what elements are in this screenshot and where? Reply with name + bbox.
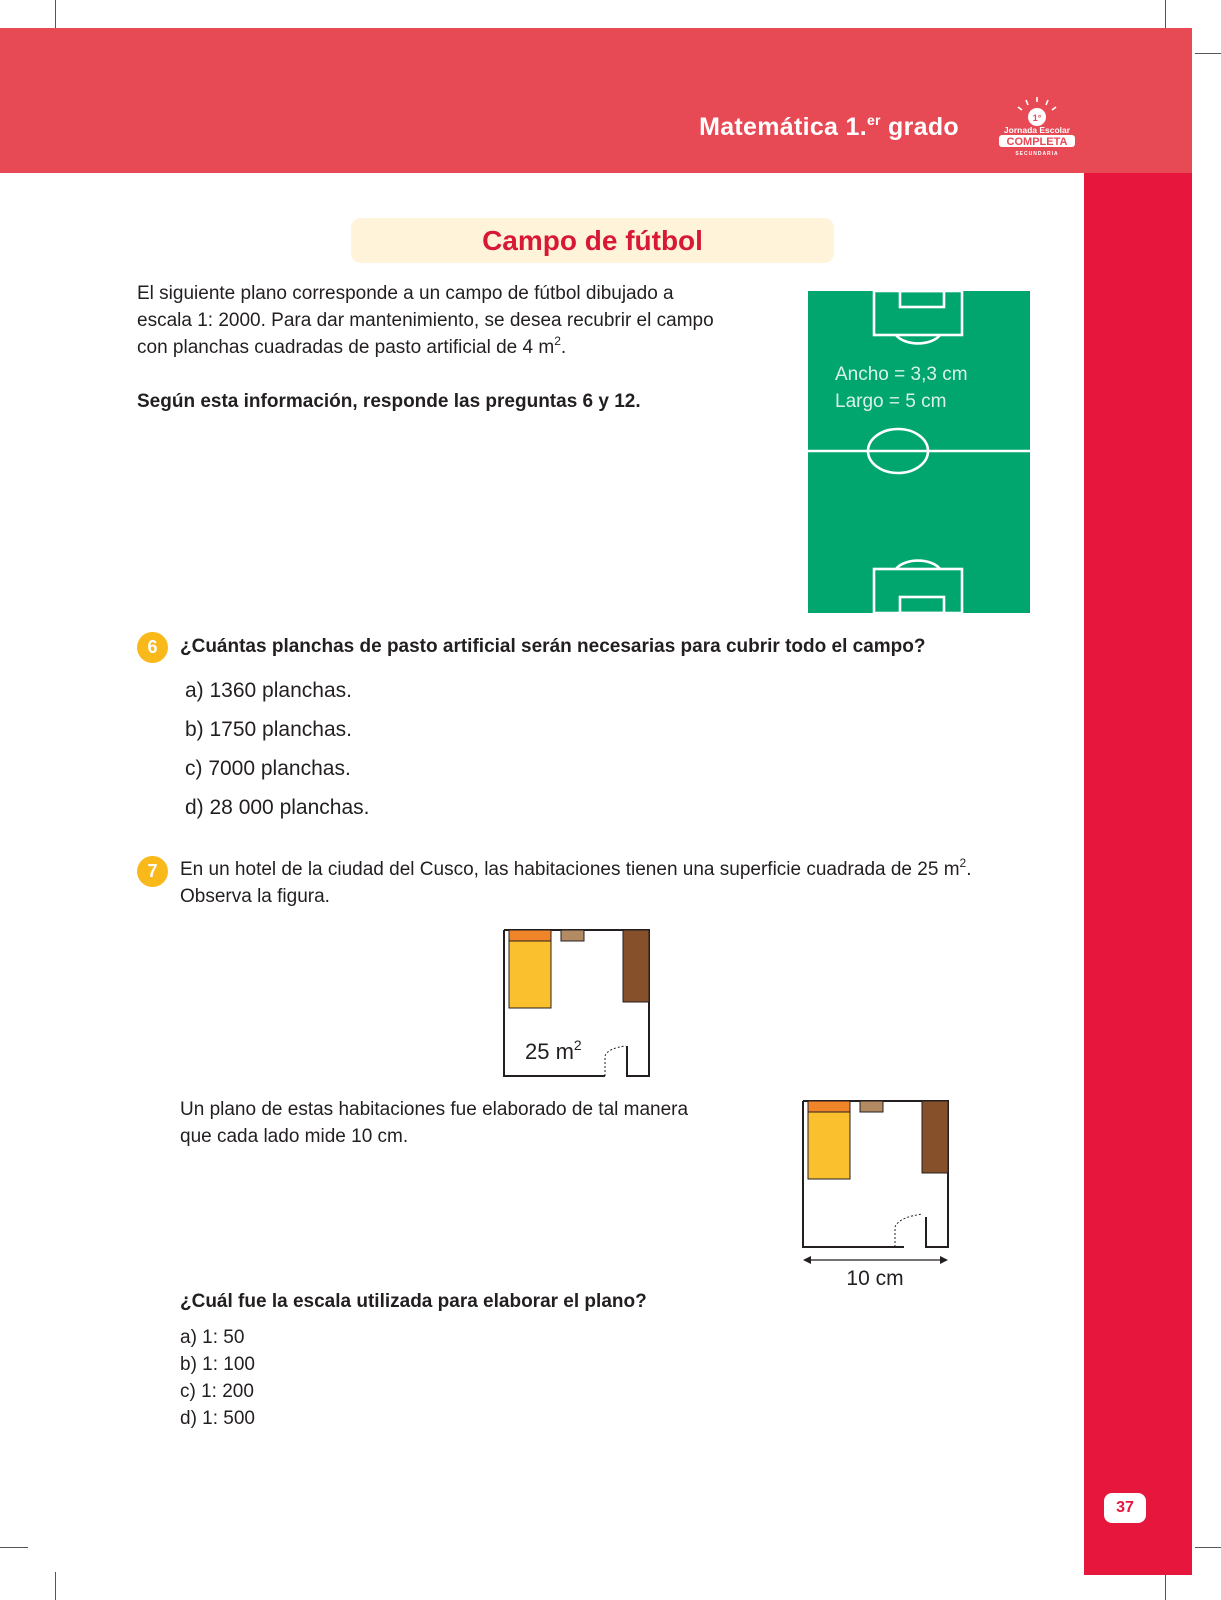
plan-nightstand bbox=[860, 1101, 883, 1112]
field-largo: Largo = 5 cm bbox=[835, 391, 947, 412]
plan-text-2: que cada lado mide 10 cm. bbox=[180, 1126, 409, 1147]
plan-text-1: Un plano de estas habitaciones fue elaborado de tal manera bbox=[180, 1099, 689, 1120]
plan-bed bbox=[808, 1112, 850, 1179]
football-field-plan bbox=[808, 291, 1030, 613]
question-7-text-1: En un hotel de la ciudad del Cusco, las habitaciones tienen una superficie cuadrada de 25 $m^2$. bbox=[180, 856, 972, 880]
sidebar-band bbox=[1084, 173, 1192, 1575]
crop-mark bbox=[1195, 53, 1221, 54]
crop-mark bbox=[1165, 1572, 1166, 1600]
room-plan-figure bbox=[801, 1099, 957, 1289]
intro-instruction: Según esta información, responde las preguntas 6 y 12. bbox=[137, 391, 641, 412]
door-swing bbox=[605, 1046, 626, 1056]
svg-text:Jornada Escolar: Jornada Escolar bbox=[1003, 125, 1071, 135]
question-6-badge: 6 bbox=[137, 632, 168, 663]
nightstand bbox=[561, 930, 584, 941]
wardrobe bbox=[623, 930, 649, 1002]
section-title: Campo de fútbol bbox=[482, 225, 703, 256]
question-7-question: ¿Cuál fue la escala utilizada para elaborar el plano? bbox=[180, 1291, 647, 1312]
svg-text:SECUNDARIA: SECUNDARIA bbox=[1015, 151, 1059, 157]
dimension-label: 10 cm bbox=[846, 1267, 904, 1289]
svg-text:COMPLETA: COMPLETA bbox=[1006, 136, 1068, 148]
q7-option-a: a) 1: 50 bbox=[180, 1327, 245, 1348]
q6-option-b: b) 1750 planchas. bbox=[185, 718, 352, 741]
plan-bed-pillow bbox=[808, 1101, 850, 1112]
bed-pillow bbox=[509, 930, 551, 941]
intro-line-3: con planchas cuadradas de pasto artificial de 4 $m^2$. bbox=[137, 334, 567, 358]
field-ancho: Ancho = 3,3 cm bbox=[835, 364, 968, 385]
plan-wardrobe bbox=[922, 1101, 948, 1173]
q6-option-c: c) 7000 planchas. bbox=[185, 757, 351, 780]
crop-mark bbox=[0, 1547, 28, 1548]
plan-door-swing bbox=[895, 1214, 923, 1227]
q6-option-a: a) 1360 planchas. bbox=[185, 679, 352, 702]
crop-mark bbox=[55, 1572, 56, 1600]
question-6-text: ¿Cuántas planchas de pasto artificial serán necesarias para cubrir todo el campo? bbox=[180, 636, 926, 657]
q7-option-b: b) 1: 100 bbox=[180, 1354, 255, 1375]
question-7-text-2: Observa la figura. bbox=[180, 886, 330, 907]
q6-option-d: d) 28 000 planchas. bbox=[185, 796, 370, 819]
svg-text:1°: 1° bbox=[1032, 113, 1042, 123]
q7-option-d: d) 1: 500 bbox=[180, 1408, 255, 1429]
q7-option-c: c) 1: 200 bbox=[180, 1381, 254, 1402]
jornada-escolar-logo bbox=[996, 95, 1078, 159]
crop-mark bbox=[55, 0, 56, 28]
section-title-box bbox=[351, 218, 834, 263]
intro-line-1: El siguiente plano corresponde a un campo de fútbol dibujado a bbox=[137, 283, 674, 304]
crop-mark bbox=[1195, 1547, 1221, 1548]
page-number: 37 bbox=[1104, 1493, 1146, 1523]
room-area-label: 25 $m^2$ bbox=[525, 1037, 582, 1064]
header-title: Matemática 1.$^{er}$ grado bbox=[699, 112, 959, 141]
room-figure bbox=[502, 928, 652, 1080]
intro-line-2: escala 1: 2000. Para dar mantenimiento, se desea recubrir el campo bbox=[137, 310, 714, 331]
bed bbox=[509, 941, 551, 1008]
question-7-badge: 7 bbox=[137, 856, 168, 887]
crop-mark bbox=[1165, 0, 1166, 28]
